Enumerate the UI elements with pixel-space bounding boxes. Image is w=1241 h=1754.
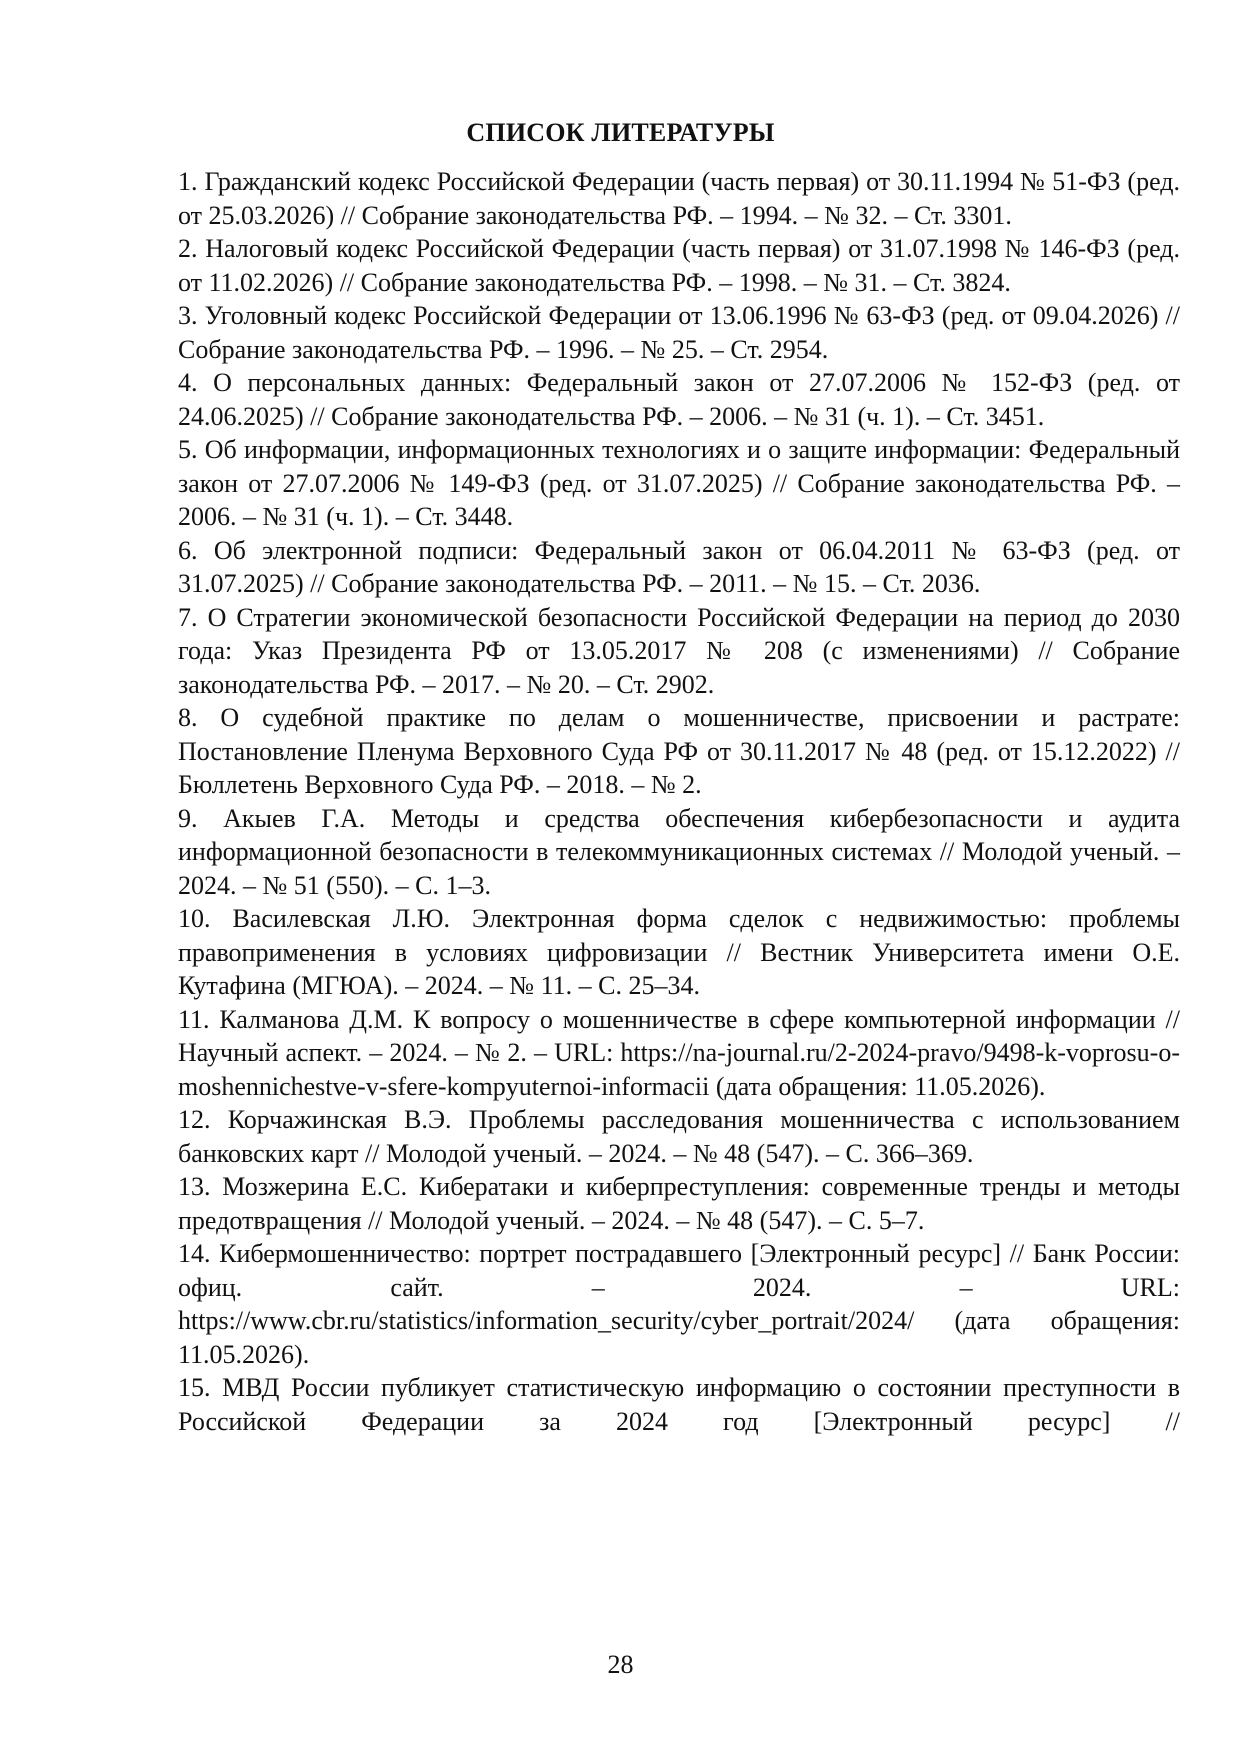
page-number: 28 [607,1650,634,1679]
reference-item-4: 4. О персональных данных: Федеральный закон от 27.07.2006 № 152-ФЗ (ред. от 24.06.2025) // Собрание законодательства РФ. – 2006. – № 31 (ч. 1). – Ст. 3451. [178,368,1180,431]
reference-item-1: 1. Гражданский кодекс Российской Федерации (часть первая) от 30.11.1994 № 51-ФЗ (ред. от 25.03.2026) // Собрание законодательства РФ. – 1994. – № 32. – Ст. 3301. [178,167,1180,230]
reference-item-5: 5. Об информации, информационных технологиях и о защите информации: Федеральный закон от 27.07.2006 № 149-ФЗ (ред. от 31.07.2025) // Собрание законодательства РФ. – 2006. – № 31 (ч. 1). – Ст. 3448. [178,435,1180,531]
reference-item-3: 3. Уголовный кодекс Российской Федерации от 13.06.1996 № 63-ФЗ (ред. от 09.04.2026) // Собрание законодательства РФ. – 1996. – № 25. – Ст. 2954. [178,301,1180,364]
reference-list [178,165,1180,1438]
page-title: СПИСОК ЛИТЕРАТУРЫ [466,118,775,147]
reference-item-7: 7. О Стратегии экономической безопасности Российской Федерации на период до 2030 года: Указ Президента РФ от 13.05.2017 № 208 (с изменениями) // Собрание законодательства РФ. – 2017. – № 20. – Ст. 2902. [178,602,1180,699]
reference-item-12: 12. Корчажинская В.Э. Проблемы расследования мошенничества с использованием банковских карт // Молодой ученый. – 2024. – № 48 (547). – С. 366–369. [178,1105,1180,1168]
reference-item-9: 9. Акыев Г.А. Методы и средства обеспечения кибербезопасности и аудита информационной безопасности в телекоммуникационных системах // Молодой ученый. – 2024. – № 51 (550). – С. 1–3. [178,803,1180,900]
reference-item-2: 2. Налоговый кодекс Российской Федерации (часть первая) от 31.07.1998 № 146-ФЗ (ред. от 11.02.2026) // Собрание законодательства РФ. – 1998. – № 31. – Ст. 3824. [178,234,1180,297]
reference-item-11: 11. Калманова Д.М. К вопросу о мошенничестве в сфере компьютерной информации // Научный аспект. – 2024. – № 2. – URL: https://na-journal.ru/2-2024-pravo/9498-k-voprosu-o-moshennichestve-v-sfere-kompyuternoi-informacii (дата обращения: 11.05.2026). [178,1004,1180,1101]
reference-item-13: 13. Мозжерина Е.С. Кибератаки и киберпреступления: современные тренды и методы предотвращения // Молодой ученый. – 2024. – № 48 (547). – С. 5–7. [178,1172,1180,1235]
reference-item-8: 8. О судебной практике по делам о мошенничестве, присвоении и растрате: Постановление Пленума Верховного Суда РФ от 30.11.2017 № 48 (ред. от 15.12.2022) // Бюллетень Верховного Суда РФ. – 2018. – № 2. [178,703,1180,799]
reference-item-6: 6. Об электронной подписи: Федеральный закон от 06.04.2011 № 63-ФЗ (ред. от 31.07.2025) // Собрание законодательства РФ. – 2011. – № 15. – Ст. 2036. [178,535,1180,598]
reference-item-14: 14. Кибермошенничество: портрет пострадавшего [Электронный ресурс] // Банк России: офиц. сайт. – 2024. – URL: https://www.cbr.ru/statistics/information_security/cyber_portrait/2024/ (дата обращения: 11.05.2026). [178,1239,1180,1369]
reference-item-10: 10. Василевская Л.Ю. Электронная форма сделок с недвижимостью: проблемы правоприменения в условиях цифровизации // Вестник Университета имени О.Е. Кутафина (МГЮА). – 2024. – № 11. – С. 25–34. [178,904,1180,1000]
reference-item-15: 15. МВД России публикует статистическую информацию о состоянии преступности в Российской Федерации за 2024 год [Электронный ресурс] // [178,1373,1180,1436]
